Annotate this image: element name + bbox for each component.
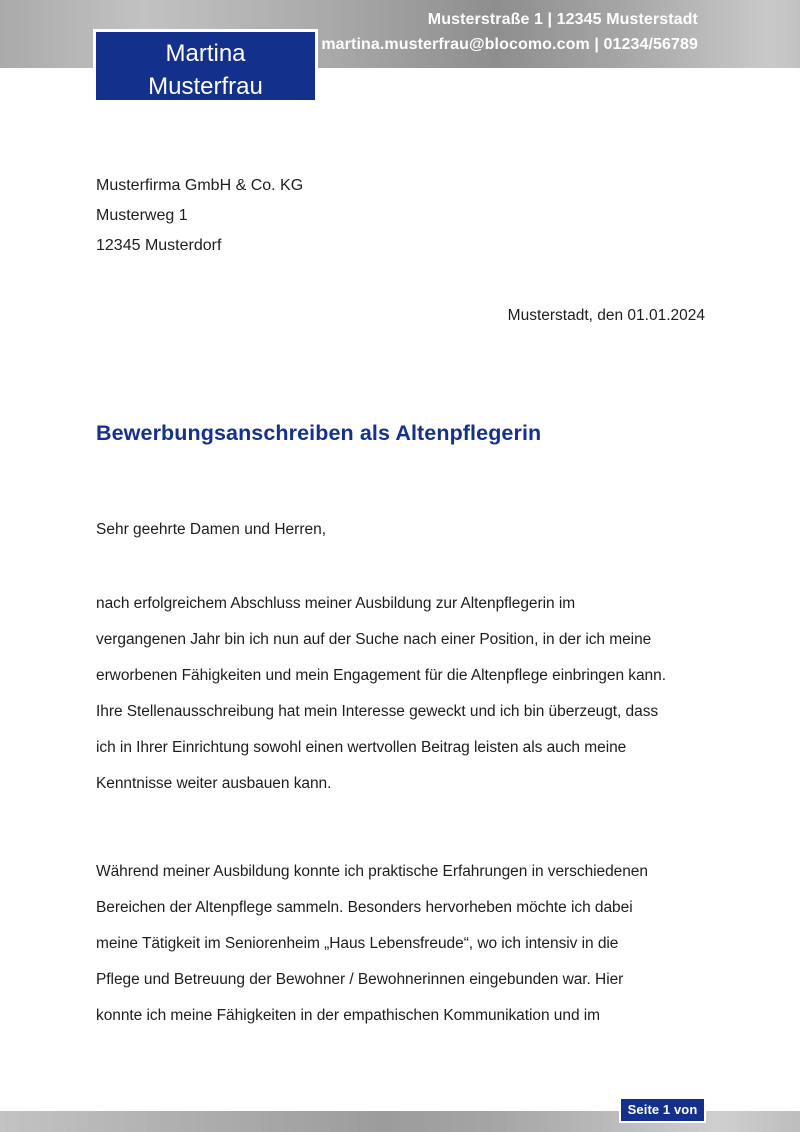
recipient-city: 12345 Musterdorf bbox=[96, 237, 222, 254]
sender-first-name: Martina bbox=[165, 40, 246, 67]
body-line: Ihre Stellenausschreibung hat mein Interesse geweckt und ich bin überzeugt, dass bbox=[96, 703, 659, 720]
body-line: Kenntnisse weiter ausbauen kann. bbox=[96, 775, 332, 792]
body-paragraph-1 bbox=[96, 586, 756, 802]
body-line: Bereichen der Altenpflege sammeln. Besonders hervorheben möchte ich dabei bbox=[96, 899, 633, 916]
body-line: vergangenen Jahr bin ich nun auf der Suche nach einer Position, in der ich meine bbox=[96, 631, 652, 648]
body-line: Während meiner Ausbildung konnte ich praktische Erfahrungen in verschiedenen bbox=[96, 863, 648, 880]
contact-address-line: Musterstraße 1 | 12345 Musterstadt bbox=[427, 11, 698, 28]
salutation: Sehr geehrte Damen und Herren, bbox=[96, 521, 327, 538]
sender-name-box bbox=[93, 29, 318, 103]
contact-info bbox=[321, 7, 698, 57]
sender-last-name: Musterfrau bbox=[148, 73, 263, 100]
recipient-company: Musterfirma GmbH & Co. KG bbox=[96, 177, 304, 194]
date-line: Musterstadt, den 01.01.2024 bbox=[507, 307, 705, 324]
body-line: konnte ich meine Fähigkeiten in der empathischen Kommunikation und im bbox=[96, 1007, 601, 1024]
page-number-label: Seite 1 von bbox=[627, 1102, 698, 1117]
recipient-street: Musterweg 1 bbox=[96, 207, 188, 224]
contact-email-phone-line: martina.musterfrau@blocomo.com | 01234/56789 bbox=[321, 36, 698, 53]
body-paragraph-2 bbox=[96, 854, 756, 1034]
body-line: ich in Ihrer Einrichtung sowohl einen wertvollen Beitrag leisten als auch meine bbox=[96, 739, 627, 756]
body-line: erworbenen Fähigkeiten und mein Engagement für die Altenpflege einbringen kann. bbox=[96, 667, 666, 684]
body-line: Pflege und Betreuung der Bewohner / Bewohnerinnen eingebunden war. Hier bbox=[96, 971, 624, 988]
recipient-address bbox=[96, 171, 303, 261]
body-line: meine Tätigkeit im Seniorenheim „Haus Lebensfreude“, wo ich intensiv in die bbox=[96, 935, 619, 952]
subject-heading: Bewerbungsanschreiben als Altenpflegerin bbox=[96, 421, 542, 445]
body-line: nach erfolgreichem Abschluss meiner Ausbildung zur Altenpflegerin im bbox=[96, 595, 576, 612]
page-number-box bbox=[619, 1097, 706, 1123]
